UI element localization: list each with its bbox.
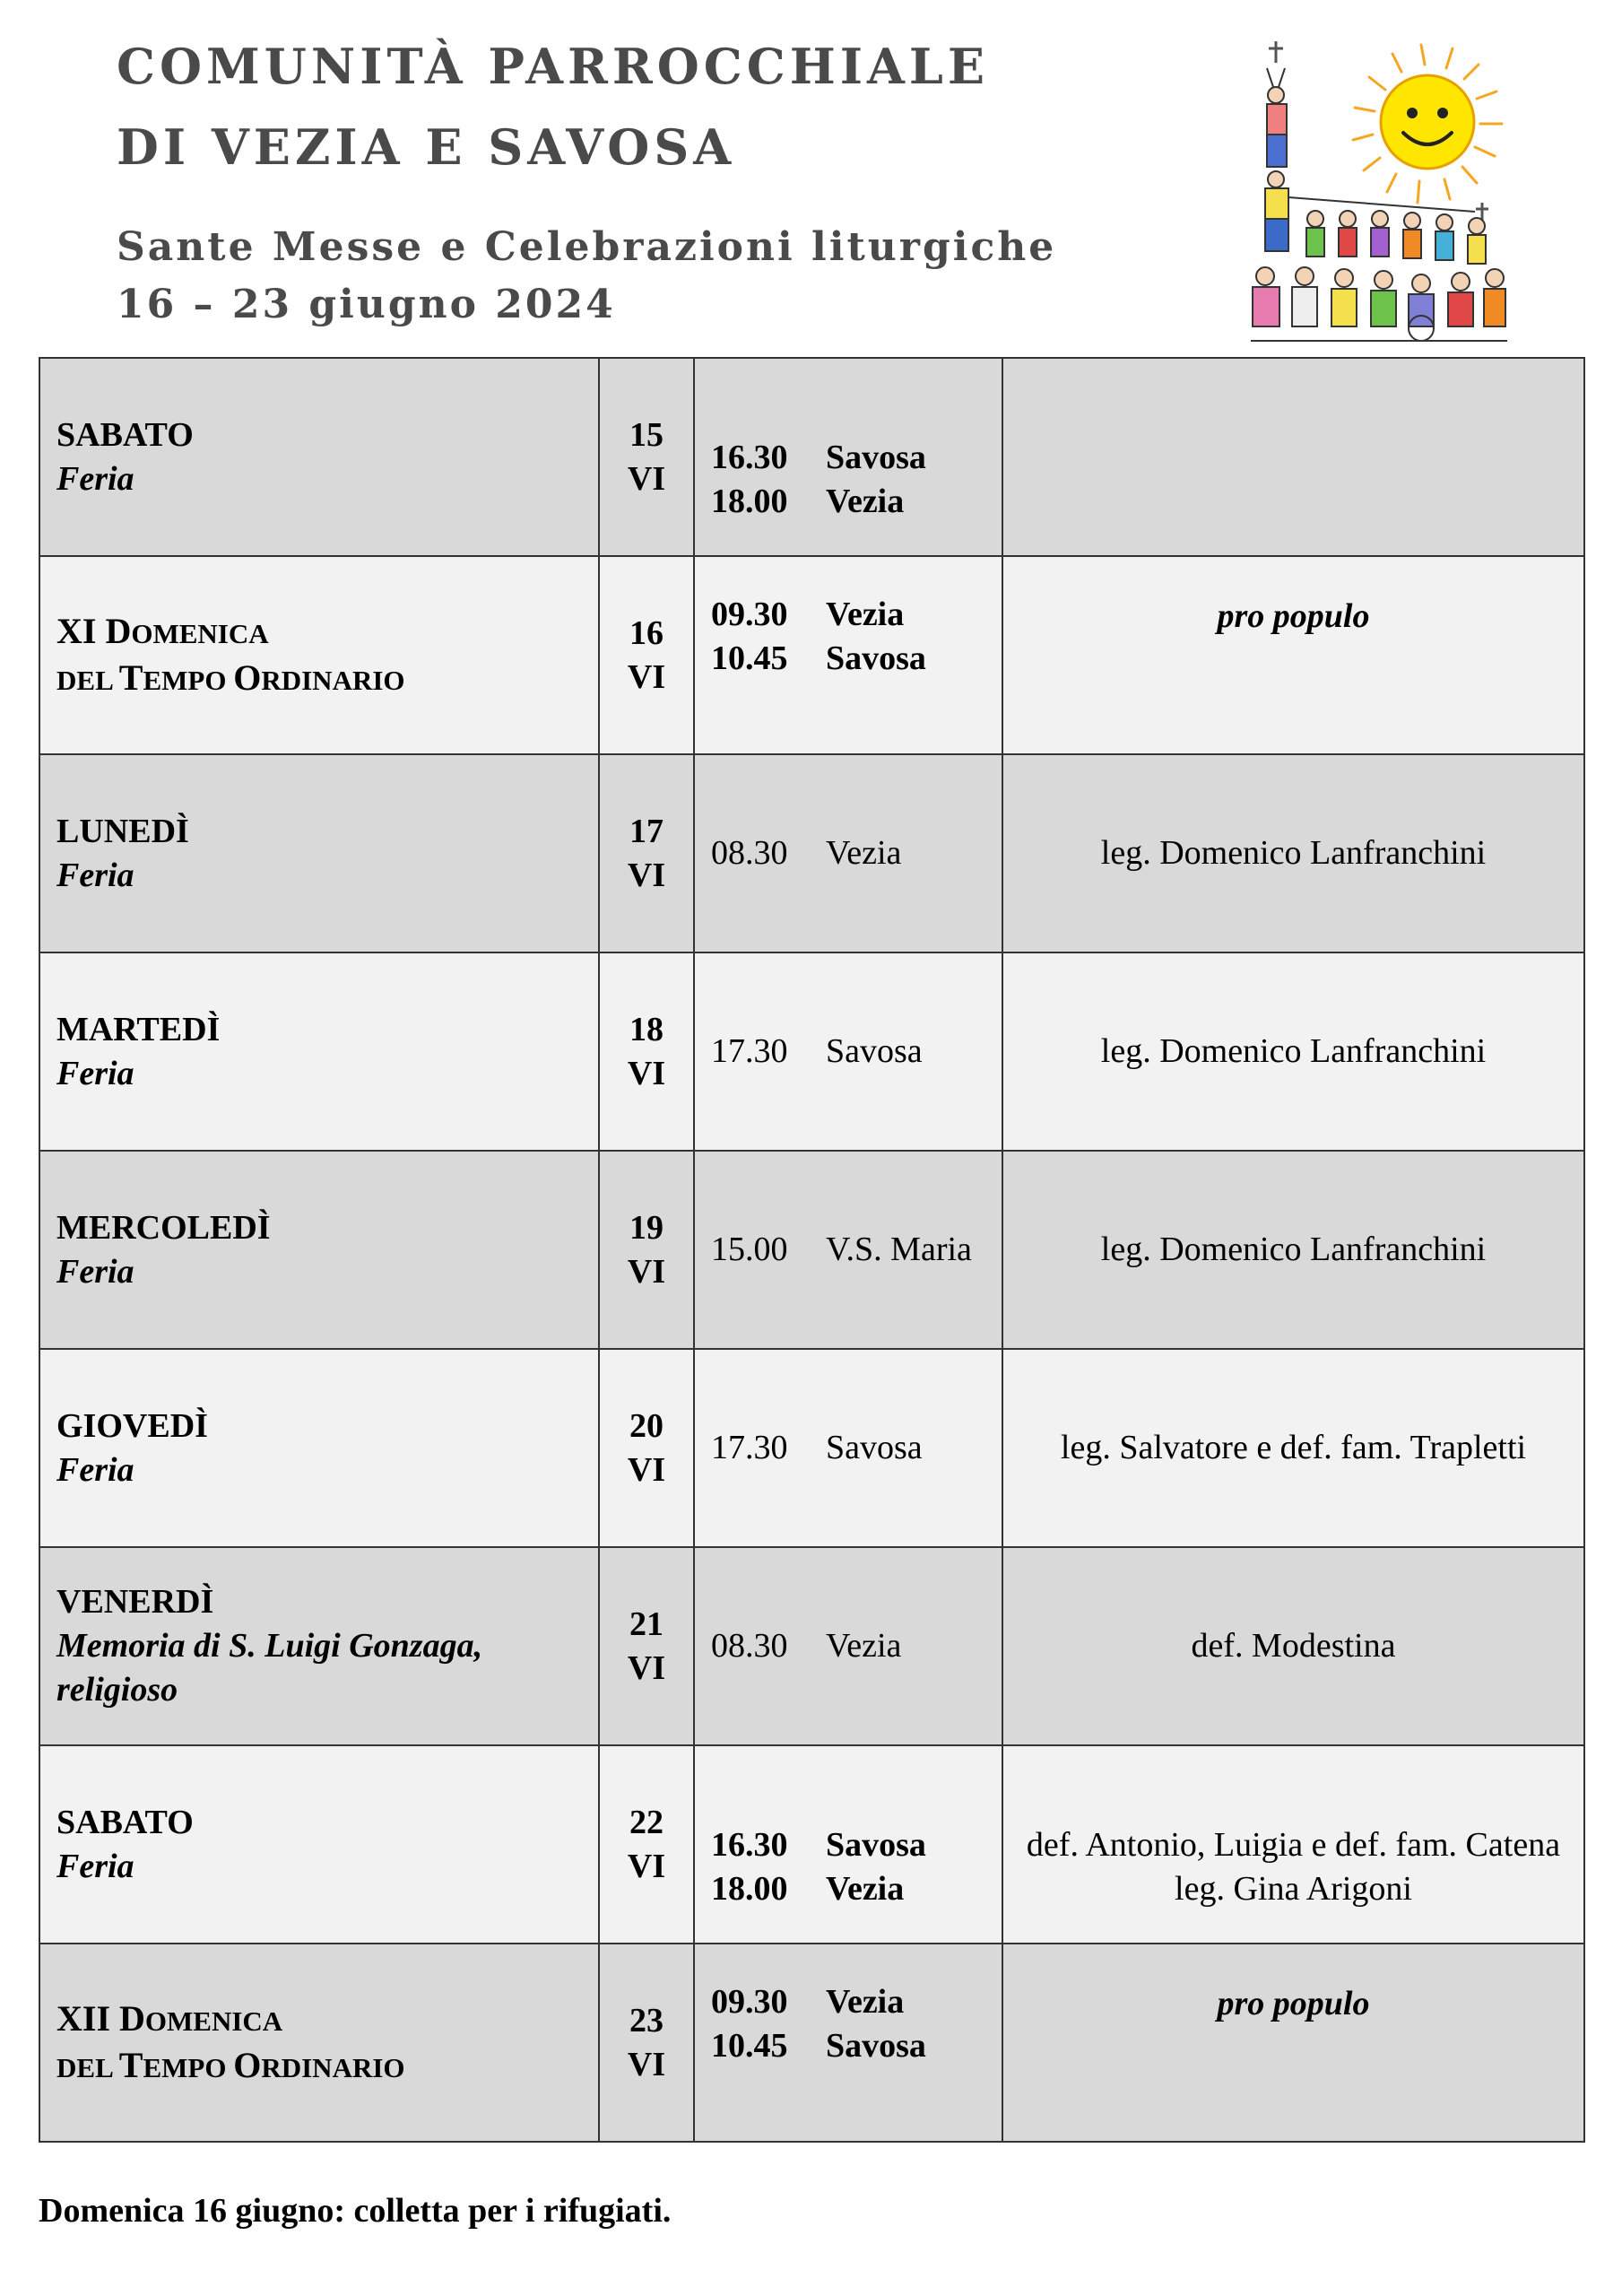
day-cell xyxy=(39,556,599,754)
place-value: Vezia xyxy=(826,1627,902,1665)
mass-time xyxy=(711,1030,985,1074)
sunday-title-line-1: XII DOMENICA xyxy=(56,1997,283,2039)
day-name: SABATO xyxy=(56,415,194,454)
liturgical-day: Feria xyxy=(56,856,134,894)
time-value: 16.30 xyxy=(711,438,788,476)
date-day: 17 xyxy=(629,812,664,850)
times-cell xyxy=(694,1547,1002,1745)
times-cell xyxy=(694,358,1002,556)
day-cell xyxy=(39,754,599,952)
times-cell xyxy=(694,952,1002,1151)
table-row xyxy=(39,754,1584,952)
mass-time xyxy=(711,593,985,637)
liturgical-day: Feria xyxy=(56,1252,134,1291)
day-cell xyxy=(39,1151,599,1349)
date-day: 21 xyxy=(629,1605,664,1643)
intentions-cell xyxy=(1002,1547,1584,1745)
date-cell xyxy=(599,754,694,952)
place-value: Vezia xyxy=(826,1869,905,1908)
intention-text: pro populo xyxy=(1217,597,1370,635)
liturgical-day: Feria xyxy=(56,1054,134,1092)
page-header xyxy=(0,0,1622,359)
table-row xyxy=(39,1151,1584,1349)
sunday-title-line-2: DEL TEMPO ORDINARIO xyxy=(56,2044,405,2085)
intention-text: leg. Gina Arigoni xyxy=(1175,1869,1412,1908)
table-row xyxy=(39,1944,1584,2142)
date-range: 16 – 23 giugno 2024 xyxy=(117,282,616,327)
time-value: 10.45 xyxy=(711,639,788,677)
parish-title-line-2: DI VEZIA E SAVOSA xyxy=(117,118,736,176)
intentions-cell xyxy=(1002,1745,1584,1944)
day-cell xyxy=(39,1944,599,2142)
mass-time xyxy=(711,831,985,875)
time-value: 17.30 xyxy=(711,1429,788,1466)
mass-time xyxy=(711,1426,985,1470)
place-value: Vezia xyxy=(826,596,905,633)
day-name: MARTEDÌ xyxy=(56,1010,221,1048)
footer-note: Domenica 16 giugno: colletta per i rifugiati. xyxy=(39,2192,672,2230)
date-day: 22 xyxy=(629,1803,664,1841)
date-day: 23 xyxy=(629,2001,664,2039)
place-value: Savosa xyxy=(826,2027,926,2065)
day-cell xyxy=(39,1547,599,1745)
mass-time xyxy=(711,436,985,480)
time-value: 09.30 xyxy=(711,596,788,633)
date-cell xyxy=(599,1944,694,2142)
intention-text: def. Antonio, Luigia e def. fam. Catena xyxy=(1026,1825,1561,1864)
place-value: Savosa xyxy=(826,438,926,476)
table-row xyxy=(39,1745,1584,1944)
times-cell xyxy=(694,754,1002,952)
date-cell xyxy=(599,1547,694,1745)
times-cell xyxy=(694,1151,1002,1349)
day-name: SABATO xyxy=(56,1803,194,1841)
date-month: VI xyxy=(627,1847,666,1885)
mass-time xyxy=(711,1624,985,1668)
mass-schedule-table xyxy=(39,357,1585,2143)
date-month: VI xyxy=(627,1648,666,1687)
time-value: 09.30 xyxy=(711,1983,788,2021)
date-day: 16 xyxy=(629,613,664,652)
table-row xyxy=(39,556,1584,754)
date-day: 20 xyxy=(629,1406,664,1445)
date-cell xyxy=(599,1151,694,1349)
date-day: 19 xyxy=(629,1208,664,1247)
mass-time xyxy=(711,1980,985,2024)
sunday-title-line-1: XI DOMENICA xyxy=(56,610,269,651)
intentions-cell xyxy=(1002,1151,1584,1349)
date-month: VI xyxy=(627,459,666,498)
intention-text: leg. Domenico Lanfranchini xyxy=(1100,834,1487,872)
time-value: 08.30 xyxy=(711,834,788,872)
date-month: VI xyxy=(627,2045,666,2083)
day-name: LUNEDÌ xyxy=(56,812,189,850)
date-month: VI xyxy=(627,1252,666,1291)
place-value: Vezia xyxy=(826,1983,905,2021)
date-cell xyxy=(599,1745,694,1944)
intention-text: def. Modestina xyxy=(1191,1627,1396,1665)
place-value: Savosa xyxy=(826,1429,923,1466)
times-cell xyxy=(694,556,1002,754)
day-name: MERCOLEDÌ xyxy=(56,1208,271,1247)
intention-text: leg. Salvatore e def. fam. Trapletti xyxy=(1060,1429,1527,1466)
times-cell xyxy=(694,1944,1002,2142)
liturgical-day: Feria xyxy=(56,459,134,498)
mass-time xyxy=(711,1228,985,1272)
date-month: VI xyxy=(627,657,666,696)
mass-time xyxy=(711,1867,985,1911)
date-month: VI xyxy=(627,1450,666,1489)
time-value: 08.30 xyxy=(711,1627,788,1665)
parish-title-line-1: COMUNITÀ PARROCCHIALE xyxy=(117,38,990,95)
intentions-cell xyxy=(1002,358,1584,556)
intentions-cell xyxy=(1002,1349,1584,1547)
intention-text: leg. Domenico Lanfranchini xyxy=(1100,1032,1487,1070)
day-cell xyxy=(39,1349,599,1547)
place-value: Savosa xyxy=(826,1825,926,1864)
time-value: 17.30 xyxy=(711,1032,788,1070)
liturgical-day: Memoria di S. Luigi Gonzaga, xyxy=(56,1627,483,1665)
times-cell xyxy=(694,1349,1002,1547)
table-row xyxy=(39,1547,1584,1745)
liturgical-day: Feria xyxy=(56,1450,134,1489)
date-cell xyxy=(599,556,694,754)
time-value: 16.30 xyxy=(711,1825,788,1864)
intention-text: pro populo xyxy=(1217,1985,1370,2022)
intentions-cell xyxy=(1002,952,1584,1151)
time-value: 10.45 xyxy=(711,2027,788,2065)
children-pyramid-sun-illustration xyxy=(1242,36,1511,359)
liturgical-day: Feria xyxy=(56,1847,134,1885)
date-day: 15 xyxy=(629,415,664,454)
table-row xyxy=(39,358,1584,556)
times-cell xyxy=(694,1745,1002,1944)
liturgical-day-cont: religioso xyxy=(56,1671,178,1709)
sun-icon xyxy=(1353,45,1502,203)
mass-time xyxy=(711,1823,985,1867)
date-day: 18 xyxy=(629,1010,664,1048)
date-month: VI xyxy=(627,856,666,894)
table-row xyxy=(39,952,1584,1151)
mass-time xyxy=(711,480,985,524)
intentions-cell xyxy=(1002,754,1584,952)
intention-text: leg. Domenico Lanfranchini xyxy=(1100,1231,1487,1268)
mass-time xyxy=(711,637,985,681)
day-name: VENERDÌ xyxy=(56,1583,214,1621)
day-cell xyxy=(39,952,599,1151)
mass-time xyxy=(711,2024,985,2068)
date-cell xyxy=(599,1349,694,1547)
place-value: V.S. Maria xyxy=(826,1231,972,1268)
place-value: Savosa xyxy=(826,1032,923,1070)
place-value: Vezia xyxy=(826,834,902,872)
place-value: Vezia xyxy=(826,482,905,520)
time-value: 15.00 xyxy=(711,1231,788,1268)
date-month: VI xyxy=(627,1054,666,1092)
day-cell xyxy=(39,358,599,556)
sunday-title-line-2: DEL TEMPO ORDINARIO xyxy=(56,657,405,698)
day-cell xyxy=(39,1745,599,1944)
table-row xyxy=(39,1349,1584,1547)
date-cell xyxy=(599,952,694,1151)
day-name: GIOVEDÌ xyxy=(56,1406,208,1445)
time-value: 18.00 xyxy=(711,482,788,520)
place-value: Savosa xyxy=(826,639,926,677)
time-value: 18.00 xyxy=(711,1869,788,1908)
date-cell xyxy=(599,358,694,556)
subtitle-line-1: Sante Messe e Celebrazioni liturgiche xyxy=(117,224,1057,270)
intentions-cell xyxy=(1002,1944,1584,2142)
intentions-cell xyxy=(1002,556,1584,754)
